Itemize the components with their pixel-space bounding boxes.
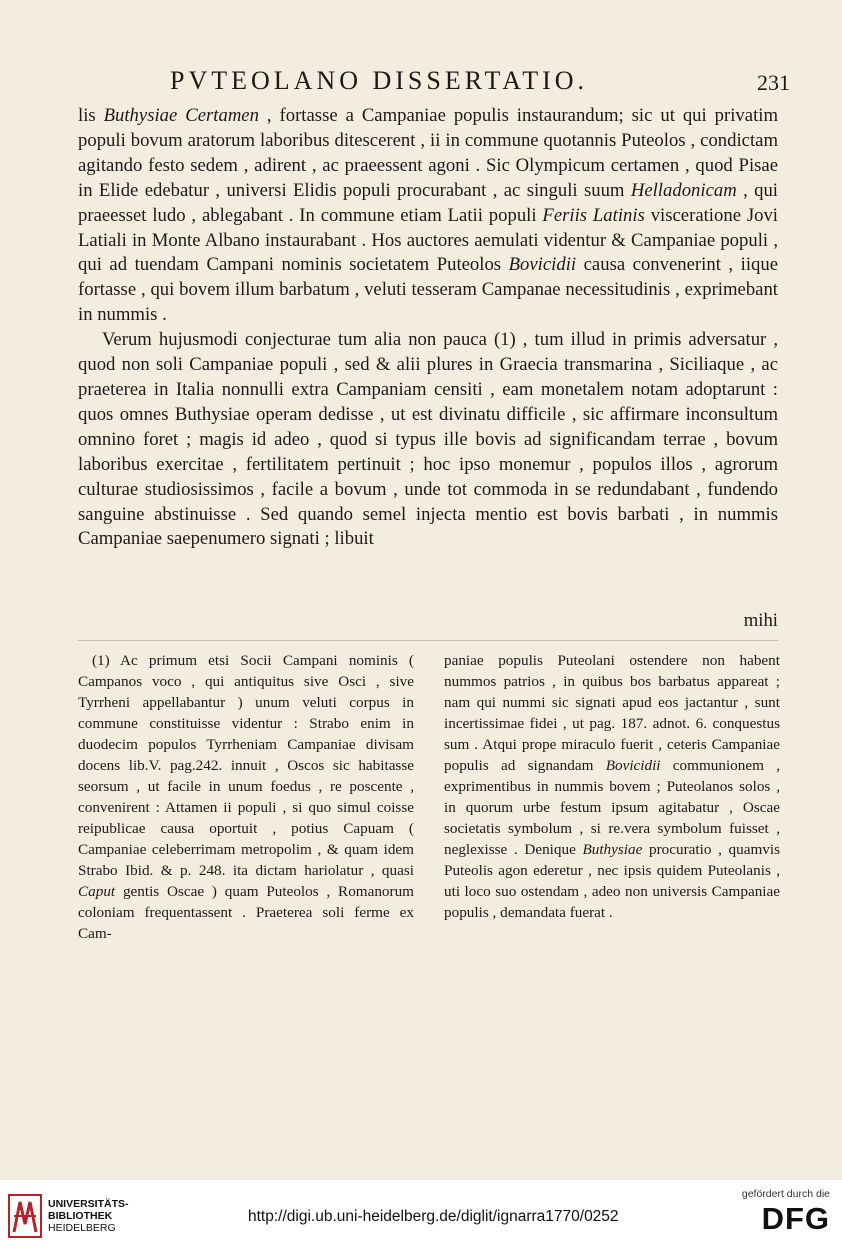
text-run: causa convenerint , iique fortasse , qui bovem illum barbatum , veluti tesseram Campanae necessitudinis , exprimebant in nummis . [78, 254, 778, 326]
footnote-divider [78, 640, 778, 642]
running-head [70, 60, 790, 100]
paragraph-1 [78, 104, 778, 328]
viewer-footer [0, 1180, 842, 1254]
footnote-column-right [444, 650, 780, 944]
italic-term: Buthysiae [582, 841, 643, 858]
text-run: gentis Oscae ) quam Puteolos , Romanorum coloniam frequentassent . Praeterea soli ferme ex Cam- [78, 883, 414, 942]
main-text [78, 104, 778, 552]
footnote-text [444, 650, 780, 923]
paragraph-2: Verum hujusmodi conjecturae tum alia non pauca (1) , tum illud in primis adversatur , quod non soli Campaniae populi , sed & alii plures in Graecia transmarina , Siciliaque , ac praeterea in Italia nonnulli extra Campaniam censiti , eam monetalem notam adoptarunt : quos omnes Buthysiae operam dedisse , ut est divinatu difficile , sic affirmare inconsultum omnino foret ; magis id adeo , quod si typus ille bovis ad significandam terrae , bovum laboribus exercitae , fertilitatem pertinuit ; hoc ipso monemur , populos illos , agrorum culturae studiosissimos , facile a bovum , unde tot commoda in se redundabant , fundendo sanguine abstinuisse . Sed quando semel injecta mentio est bovis barbati , in nummis Campaniae saepenumero signati ; libuit [78, 329, 778, 550]
italic-term: Buthysiae Certamen [103, 105, 259, 126]
text-run: lis [78, 105, 104, 126]
text-run: visceratione Jovi Latiali in Monte Albano instaurabant . Hos auctores aemulati videntur & Campaniae populi , qui ad tuendam Campani nominis societatem Puteolos [78, 204, 778, 276]
funded-by-label: gefördert durch die [741, 1188, 830, 1200]
text-run: communionem , exprimentibus in nummis bovem ; Puteolanos solos , in quorum urbe festum ipsum agitabatur , Oscae societatis symbolum , si re.vera symbolum fuisset , neglexisse . Denique [444, 757, 780, 858]
dfg-wordmark: DFG [761, 1201, 830, 1236]
italic-term: Bovicidii [605, 757, 661, 774]
dfg-logo[interactable] [730, 1188, 830, 1246]
running-title: PVTEOLANO DISSERTATIO. [170, 66, 589, 95]
library-line: UNIVERSITÄTS- [48, 1198, 129, 1210]
italic-term: Bovicidii [508, 254, 577, 276]
library-logo[interactable] [8, 1194, 148, 1242]
page-number: 231 [757, 70, 790, 95]
text-run: paniae populis Puteolani ostendere non habent nummos patrios , in quibus bos barbatus appareat ; nam qui nummi sic signati apud eos jactantur , sunt incertissimae fidei , ut pag. 187. adnot. 6. conquestus sum . Atqui prope miraculo fuerit , ceteris Campaniae populis ad signandam [444, 652, 780, 774]
footnote-column-left [78, 650, 414, 944]
library-seal-icon [8, 1194, 42, 1238]
permalink[interactable]: http://digi.ub.uni-heidelberg.de/diglit/ignarra1770/0252 [248, 1208, 619, 1225]
text-run: , qui praeesset ludo , ablegabant . In commune etiam Latii populi [78, 179, 778, 226]
library-line: BIBLIOTHEK [48, 1210, 113, 1222]
catchword: mihi [743, 610, 778, 631]
italic-term: Helladonicam [630, 179, 737, 201]
text-run: , fortasse a Campaniae populis instaurandum; sic ut qui privatim populi bovum aratorum laboribus ditescerent , ii in commune quotannis Puteolos , condictam agitando festo sedem , adirent , ac praeessent agoni . Sic Olympicum certamen , quod Pisae in Elide edebatur , universi Elidis populi procurabant , ac singuli suum [78, 105, 778, 201]
italic-term: Caput [78, 883, 116, 900]
text-run: (1) Ac primum etsi Socii Campani nominis ( Campanos voco , qui antiquitus sive Osci , sive Tyrrheni appellabantur ) unum veluti corpus in commune constituisse videntur : Strabo enim in duodecim populos Tyrrheniam Campaniae divisam docens lib.V. pag.242. innuit , Oscos sic habitasse seorsum , ut facile in unum foedus , re poscente , convenirent : Attamen ii populi , si quo simul coisse reipublicae causa oportuit , potius Capuam ( Campaniae celeberrimam metropolim , & quam idem Strabo Ibid. & p. 248. ita dictam hariolatur , quasi [78, 652, 414, 879]
footnote-text [78, 650, 414, 944]
library-line: HEIDELBERG [48, 1222, 116, 1234]
text-run: procuratio , quamvis Puteolis agon ederetur , nec ipsis quidem Puteolanis , uti loco suo ostendam , adeo non universis Campaniae populis , demandata fuerat . [444, 841, 780, 921]
library-name [48, 1198, 129, 1234]
italic-term: Feriis Latinis [542, 204, 645, 226]
footnote-area [78, 650, 780, 944]
